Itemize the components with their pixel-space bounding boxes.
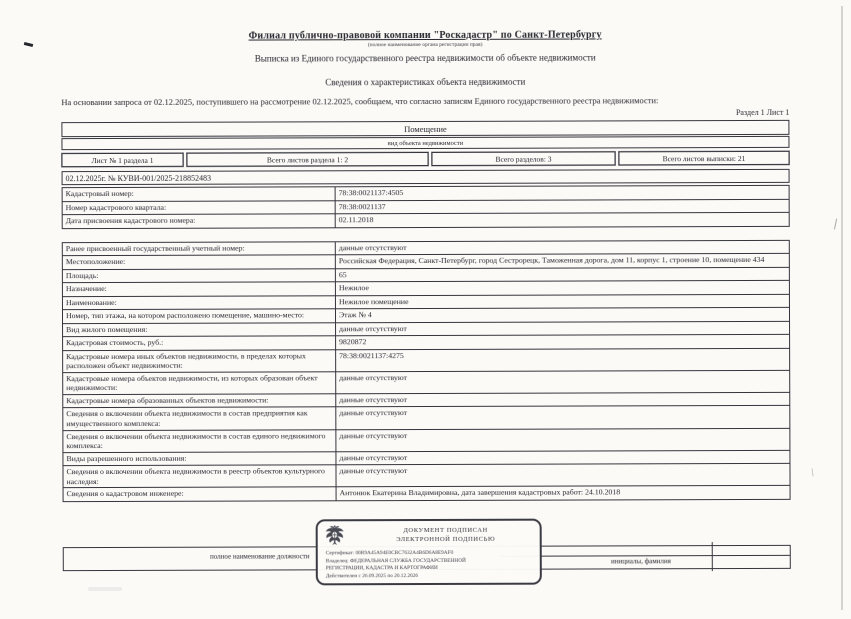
- table-row: [63, 334, 789, 350]
- row-value: Нежилое помещение: [338, 296, 409, 306]
- table-row: [63, 392, 789, 408]
- section-title: Сведения о характеристиках объекта недвижимости: [325, 76, 526, 88]
- table-row: [63, 293, 789, 309]
- stamp-certificate: Сертификат: 00B9A45A94E0CBC7632A4B6D6A8E9AF0: [325, 549, 454, 557]
- org-name-caption: (полное наименование органа регистрации прав): [367, 41, 483, 49]
- signature-divider: [712, 542, 713, 571]
- scan-artifact: [24, 42, 33, 47]
- row-value: данные отсутствуют: [339, 430, 408, 440]
- table-row: [63, 280, 789, 296]
- row-label: Кадастровые номера иных объектов недвижимости, в пределах которых расположен объект недвижимости:: [63, 350, 336, 372]
- position-caption: полное наименование должности: [209, 552, 310, 561]
- stamp-title-line2: ЭЛЕКТРОННОЙ ПОДПИСЬЮ: [396, 535, 496, 544]
- scan-artifact: [88, 587, 122, 591]
- row-label: Номер кадастрового квартала:: [63, 201, 336, 214]
- document-header: [61, 29, 789, 119]
- row-value: 78:38:0021137: [338, 201, 386, 211]
- object-type-caption: вид объекта недвижимости: [61, 136, 789, 150]
- row-value: данные отсутствуют: [339, 408, 408, 418]
- document-content: [61, 29, 791, 600]
- table-row: [63, 186, 789, 201]
- row-label: Назначение:: [63, 282, 336, 295]
- signature-footer: [63, 518, 791, 600]
- row-value: данные отсутствуют: [338, 242, 407, 252]
- row-value: Нежилое: [338, 283, 369, 293]
- row-value: данные отсутствуют: [339, 394, 408, 405]
- table-row: [63, 347, 789, 371]
- table-row: [63, 320, 789, 336]
- coat-of-arms-icon: [318, 524, 352, 548]
- row-value: Этаж № 4: [338, 310, 372, 320]
- row-value: данные отсутствуют: [339, 466, 408, 476]
- stamp-details: [326, 550, 540, 581]
- row-value: 78:38:0021137:4275: [339, 350, 404, 360]
- table-row: [64, 485, 790, 501]
- row-label: Местоположение:: [63, 255, 336, 268]
- object-type: Помещение: [61, 120, 789, 137]
- row-label: Номер, тип этажа, на котором расположено помещение, машино-место:: [63, 309, 336, 322]
- sheets-in-section-cell: Всего листов раздела 1: 2: [186, 152, 428, 167]
- stamp-header: [318, 524, 540, 549]
- table-row: [63, 450, 789, 466]
- basis-line: На основании запроса от 02.12.2025, поступившего на рассмотрение 02.12.2025, сообщаем, что согласно записям Единого государственного реестра недвижимости:: [61, 95, 659, 108]
- row-value: данные отсутствуют: [339, 323, 407, 333]
- table-row: [63, 198, 789, 214]
- org-name: Филиал публично-правовой компании "Роскадастр" по Санкт-Петербургу: [248, 29, 602, 42]
- table-row: [63, 405, 789, 429]
- table-row: [63, 266, 789, 282]
- row-value: 65: [338, 269, 347, 279]
- row-label: Сведения о включении объекта недвижимости в реестр объектов культурного наследия:: [63, 466, 336, 488]
- row-label: Площадь:: [63, 269, 336, 282]
- table-row: [63, 463, 789, 487]
- row-label: Сведения о включении объекта недвижимости в состав предприятия как имущественного комплекса:: [63, 408, 336, 430]
- row-label: Кадастровые номера объектов недвижимости, из которых образован объект недвижимости:: [63, 372, 336, 394]
- request-number: 02.12.2025г. № КУВИ-001/2025-218852483: [62, 169, 790, 185]
- total-sections-cell: Всего разделов: 3: [431, 151, 615, 166]
- row-label: Вид жилого помещения:: [63, 323, 336, 336]
- row-label: Виды разрешенного использования:: [63, 452, 336, 465]
- stamp-title-line1: ДОКУМЕНТ ПОДПИСАН: [403, 527, 488, 535]
- row-label: Ранее присвоенный государственный учетный номер:: [63, 242, 336, 255]
- row-value: данные отсутствуют: [339, 372, 408, 382]
- row-value: 02.11.2018: [338, 215, 374, 225]
- table-row: [63, 307, 789, 323]
- total-sheets-cell: Всего листов выписки: 21: [618, 151, 789, 166]
- stamp-owner-line2: РЕГИСТРАЦИИ, КАДАСТРА И КАРТОГРАФИИ: [325, 565, 438, 572]
- sheet-number-cell: Лист № 1 раздела 1: [61, 153, 183, 167]
- document-title: Выписка из Единого государственного реестра недвижимости об объекте недвижимости: [254, 52, 596, 64]
- row-label: Кадастровые номера образованных объектов недвижимости:: [63, 394, 336, 407]
- scan-page-edge: [841, 6, 843, 610]
- row-value: данные отсутствуют: [339, 452, 408, 463]
- table-row: [63, 370, 789, 394]
- sheet-info-row: [61, 151, 789, 167]
- details-table: [62, 239, 791, 502]
- initials-caption: инициалы, фамилия: [610, 557, 671, 566]
- table-row: [63, 212, 789, 228]
- row-value: 78:38:0021137:4505: [338, 188, 404, 198]
- stamp-title: [352, 527, 540, 545]
- row-label: Кадастровый номер:: [63, 187, 336, 200]
- section-page-indicator: Раздел 1 Лист 1: [735, 107, 790, 118]
- stamp-owner-line1: Владелец: ФЕДЕРАЛЬНАЯ СЛУЖБА ГОСУДАРСТВЕННОЙ: [325, 557, 466, 564]
- row-value: Антонюк Екатерина Владимировна, дата завершения кадастровых работ: 24.10.2018: [339, 487, 621, 498]
- row-label: Сведения о кадастровом инженере:: [64, 488, 337, 501]
- digital-signature-stamp: [316, 519, 542, 586]
- row-value: Российская Федерация, Санкт-Петербург, город Сестрорецк, Таможенная дорога, дом 11, корпус 1, строение 10, помещение 434: [338, 254, 765, 266]
- row-label: Кадастровая стоимость, руб.:: [63, 336, 336, 349]
- row-label: Сведения о включении объекта недвижимости в состав единого недвижимого комплекса:: [63, 430, 336, 452]
- row-label: Дата присвоения кадастрового номера:: [63, 214, 336, 227]
- table-row: [63, 253, 789, 269]
- cadastral-table: [62, 185, 790, 229]
- stamp-validity: Действителен с 26.09.2025 по 20.12.2026: [325, 572, 419, 580]
- row-value: 9820872: [339, 337, 367, 347]
- row-label: Наименование:: [63, 296, 336, 309]
- table-row: [63, 240, 789, 255]
- scan-artifact: [811, 468, 819, 477]
- table-row: [63, 427, 789, 451]
